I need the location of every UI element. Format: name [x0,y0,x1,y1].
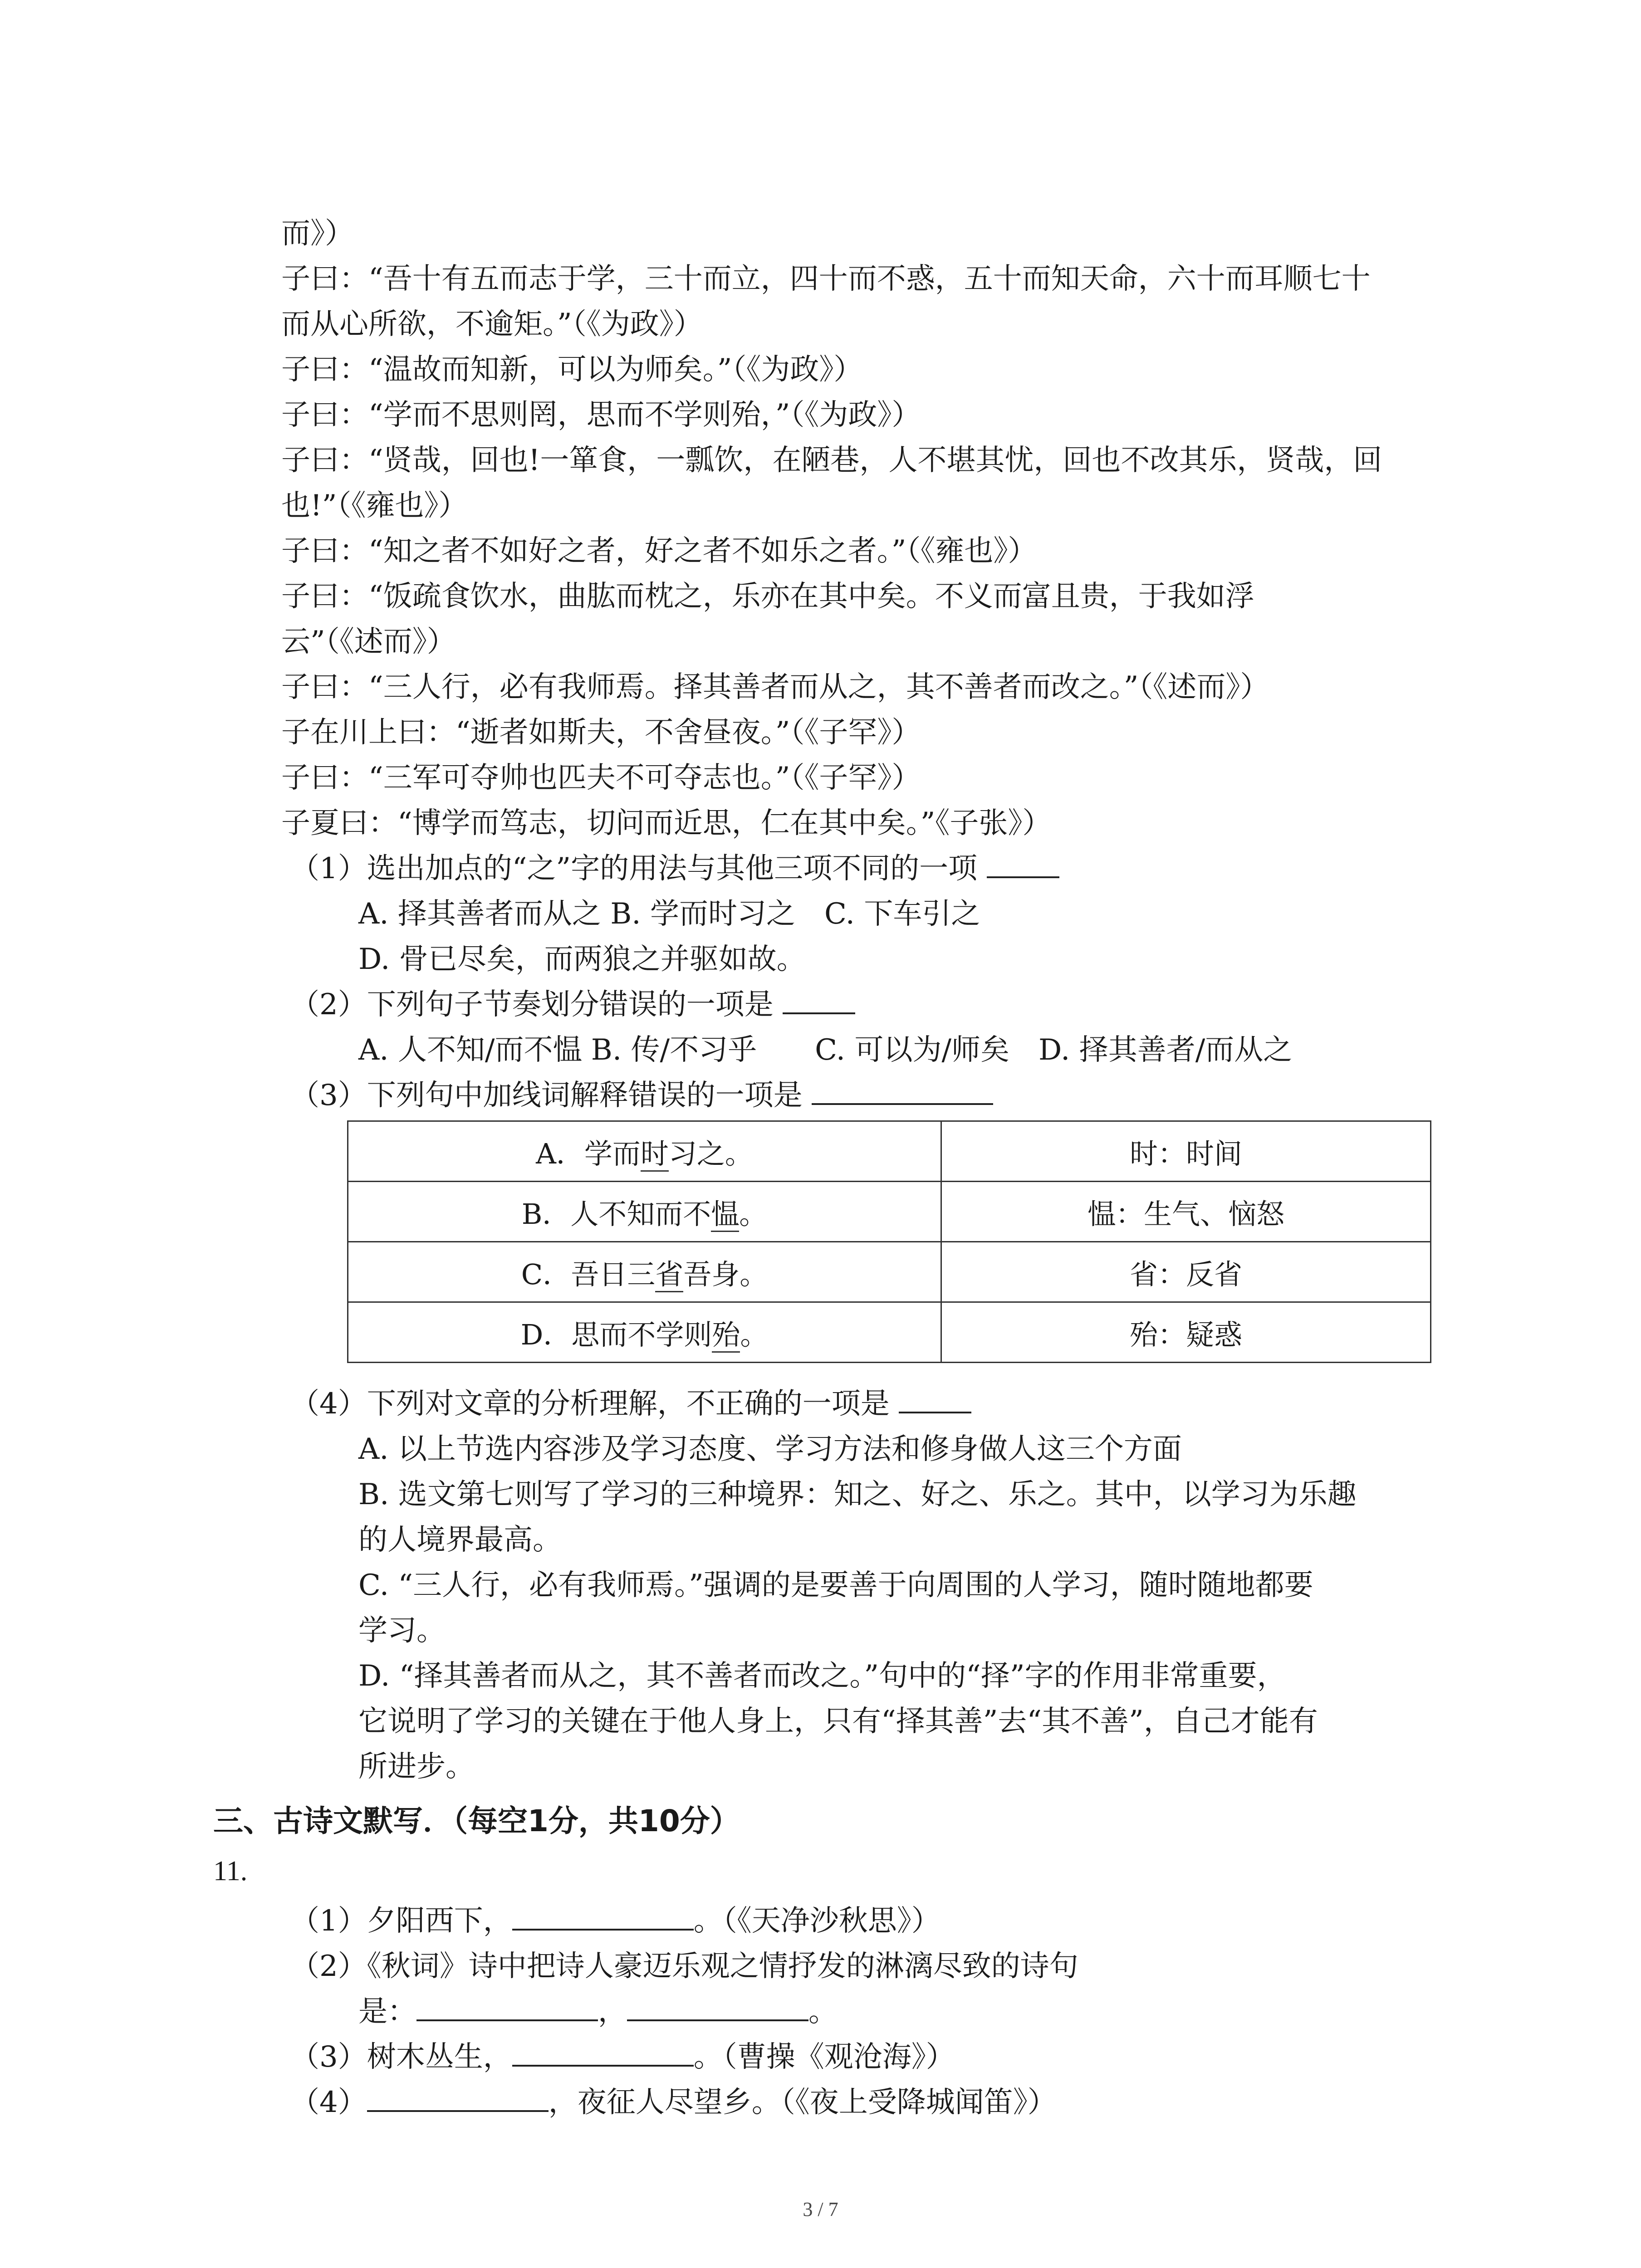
answer-blank[interactable] [899,1384,971,1413]
underlined-word: 愠 [711,1198,739,1232]
table-row [348,1182,1431,1242]
passage-line: 云”（《述而》） [281,625,456,659]
question-2-stem: （2）下列句子节奏划分错误的一项是 [290,988,774,1022]
sentence-cell: A．学而时习之。 [348,1121,941,1182]
definition-cell: 殆：疑惑 [941,1302,1431,1363]
underlined-word: 省 [655,1258,683,1292]
question-4-option: 所进步。 [358,1750,475,1784]
answer-blank[interactable] [812,1076,993,1105]
question-4-stem: （4）下列对文章的分析理解，不正确的一项是 [290,1387,890,1421]
question-2 [290,982,855,1027]
question-4 [290,1381,971,1427]
sentence-cell: D．思而不学则殆。 [348,1302,941,1363]
definition-cell: 愠：生气、恼怒 [941,1182,1431,1242]
underlined-word: 时 [641,1137,669,1172]
question-1-options: A. 择其善者而从之 B. 学而时习之 C. 下车引之 [358,897,980,931]
table-row [348,1302,1431,1363]
passage-line: 也!”（《雍也》） [281,489,468,523]
question-3-stem: （3）下列句中加线词解释错误的一项是 [290,1079,803,1112]
passage-line: 子曰：“温故而知新，可以为师矣。”（《为政》） [281,353,863,386]
answer-blank[interactable] [512,2038,694,2067]
answer-blank[interactable] [512,1901,694,1931]
question-4-option: A. 以上节选内容涉及学习态度、学习方法和修身做人这三个方面 [358,1432,1182,1466]
table-row [348,1121,1431,1182]
passage-line: 子曰：“学而不思则罔，思而不学则殆，”（《为政》） [281,398,921,432]
question-4-option: 的人境界最高。 [358,1523,562,1557]
section-heading: 三、古诗文默写．（每空1分，共10分） [213,1804,740,1838]
answer-blank[interactable] [783,985,855,1014]
passage-line: 子夏曰：“博学而笃志，切问而近思，仁在其中矣。”《子张》） [281,807,1052,840]
passage-line: 而》） [281,217,354,250]
question-4-option: 它说明了学习的关键在于他人身上，只有“择其善”去“其不善”，自己才能有 [358,1705,1318,1738]
recitation-item-1: （1）夕阳西下， 。（《天净沙秋思》） [290,1898,941,1944]
definition-table [347,1120,1431,1363]
question-3 [290,1073,993,1118]
underlined-word: 殆 [712,1318,740,1353]
sentence-cell: B．人不知而不愠。 [348,1182,941,1242]
question-1-options: D. 骨已尽矣，而两狼之并驱如故。 [358,943,806,976]
passage-line: 子曰：“三军可夺帅也匹夫不可夺志也。”（《子罕》） [281,761,921,795]
question-number: 11. [213,1856,248,1887]
question-1-stem: （1）选出加点的“之”字的用法与其他三项不同的一项 [290,852,978,885]
passage-line: 子曰：“三人行，必有我师焉。择其善者而从之，其不善者而改之。”（《述而》） [281,670,1269,704]
definition-cell: 省：反省 [941,1242,1431,1302]
recitation-item-2-answer: 是： ， 。 [358,1989,838,2034]
page-number: 3 / 7 [803,2198,838,2220]
sentence-cell: C．吾日三省吾身。 [348,1242,941,1302]
answer-blank[interactable] [367,2083,549,2112]
answer-blank[interactable] [416,1992,598,2021]
passage-line: 而从心所欲，不逾矩。”（《为政》） [281,308,703,341]
passage-line: 子在川上曰：“逝者如斯夫，不舍昼夜。”（《子罕》） [281,716,921,749]
question-4-option: C. “三人行，必有我师焉。”强调的是要善于向周围的人学习，随时随地都要 [358,1569,1313,1602]
question-4-option: 学习。 [358,1614,446,1647]
question-1 [290,846,1059,891]
question-4-option: B. 选文第七则写了学习的三种境界：知之、好之、乐之。其中，以学习为乐趣 [358,1478,1357,1511]
passage-line: 子曰：“知之者不如好之者，好之者不如乐之者。”（《雍也》） [281,534,1037,568]
question-2-options: A. 人不知/而不愠 B. 传/不习乎 C. 可以为/师矣 D. 择其善者/而从之 [358,1033,1293,1067]
recitation-item-2: （2）《秋词》诗中把诗人豪迈乐观之情抒发的淋漓尽致的诗句 [290,1950,1078,1983]
answer-blank[interactable] [987,849,1059,878]
table-row [348,1242,1431,1302]
definition-cell: 时：时间 [941,1121,1431,1182]
question-4-option: D. “择其善者而从之，其不善者而改之。”句中的“择”字的作用非常重要， [358,1659,1286,1693]
recitation-item-4: （4） ，夜征人尽望乡。（《夜上受降城闻笛》） [290,2080,1057,2125]
passage-line: 子曰：“吾十有五而志于学，三十而立，四十而不惑，五十而知天命，六十而耳顺七十 [281,262,1371,296]
passage-line: 子曰：“贤哉，回也!一箪食，一瓢饮，在陋巷，人不堪其忧，回也不改其乐，贤哉，回 [281,444,1382,477]
answer-blank[interactable] [627,1992,808,2021]
recitation-item-3: （3）树木丛生， 。（曹操《观沧海》） [290,2034,955,2080]
passage-line: 子曰：“饭疏食饮水，曲肱而枕之，乐亦在其中矣。不义而富且贵，于我如浮 [281,580,1254,613]
